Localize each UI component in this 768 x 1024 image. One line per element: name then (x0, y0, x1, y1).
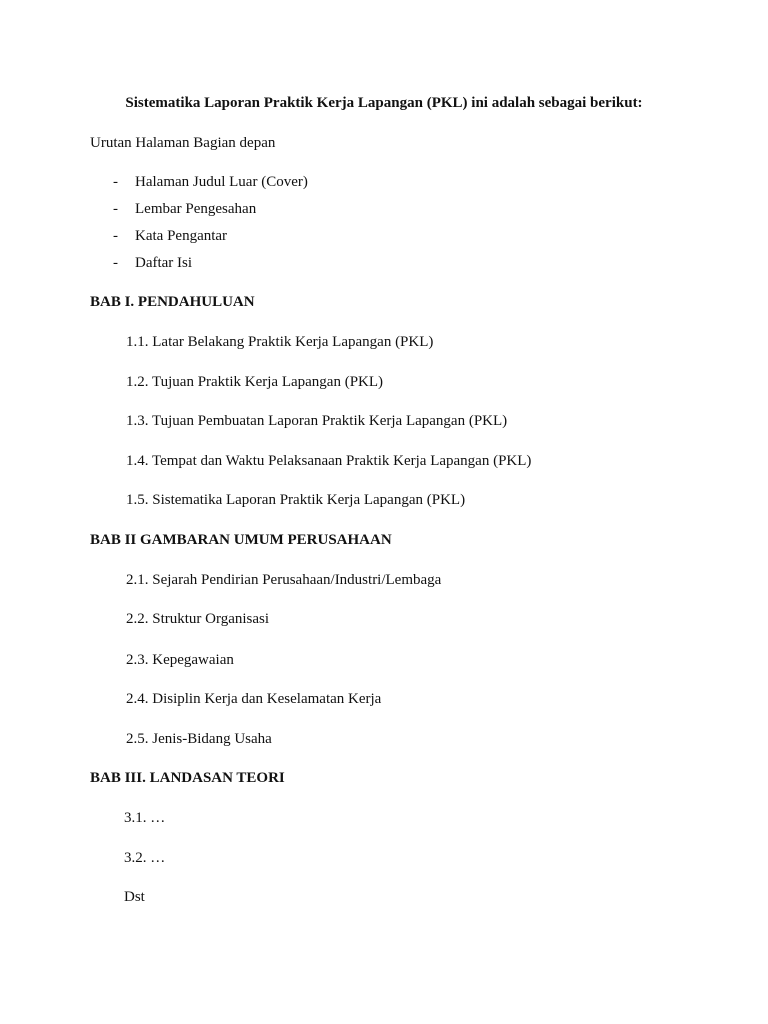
bullet-dash: - (113, 201, 118, 217)
bab1-item: 1.1. Latar Belakang Praktik Kerja Lapangan (PKL) (126, 334, 434, 350)
list-item-label: Lembar Pengesahan (135, 201, 257, 217)
bab1-heading: BAB I. PENDAHULUAN (90, 294, 255, 310)
bullet-dash: - (113, 255, 118, 271)
list-item-label: Halaman Judul Luar (Cover) (135, 174, 308, 190)
document-title: Sistematika Laporan Praktik Kerja Lapangan (PKL) ini adalah sebagai berikut: (125, 95, 643, 111)
bab3-heading: BAB III. LANDASAN TEORI (90, 770, 285, 786)
bullet-dash: - (113, 174, 118, 190)
bab2-item: 2.4. Disiplin Kerja dan Keselamatan Kerja (126, 691, 382, 707)
bab3-tail: Dst (124, 889, 145, 905)
list-item-label: Daftar Isi (135, 255, 193, 271)
bab2-item: 2.1. Sejarah Pendirian Perusahaan/Industri/Lembaga (126, 572, 442, 588)
bab1-item: 1.2. Tujuan Praktik Kerja Lapangan (PKL) (126, 374, 384, 390)
bab3-item: 3.2. … (124, 850, 166, 866)
bab2-item: 2.5. Jenis-Bidang Usaha (126, 731, 272, 747)
bab1-item: 1.3. Tujuan Pembuatan Laporan Praktik Kerja Lapangan (PKL) (126, 413, 508, 429)
front-matter-heading: Urutan Halaman Bagian depan (90, 135, 276, 151)
bab1-item: 1.5. Sistematika Laporan Praktik Kerja Lapangan (PKL) (126, 492, 466, 508)
bab2-heading: BAB II GAMBARAN UMUM PERUSAHAAN (90, 532, 392, 548)
bullet-dash: - (113, 228, 118, 244)
list-item-label: Kata Pengantar (135, 228, 228, 244)
bab2-item: 2.3. Kepegawaian (126, 652, 234, 668)
bab2-item: 2.2. Struktur Organisasi (126, 611, 270, 627)
bab1-item: 1.4. Tempat dan Waktu Pelaksanaan Praktik Kerja Lapangan (PKL) (126, 453, 532, 469)
bab3-item: 3.1. … (124, 810, 166, 826)
